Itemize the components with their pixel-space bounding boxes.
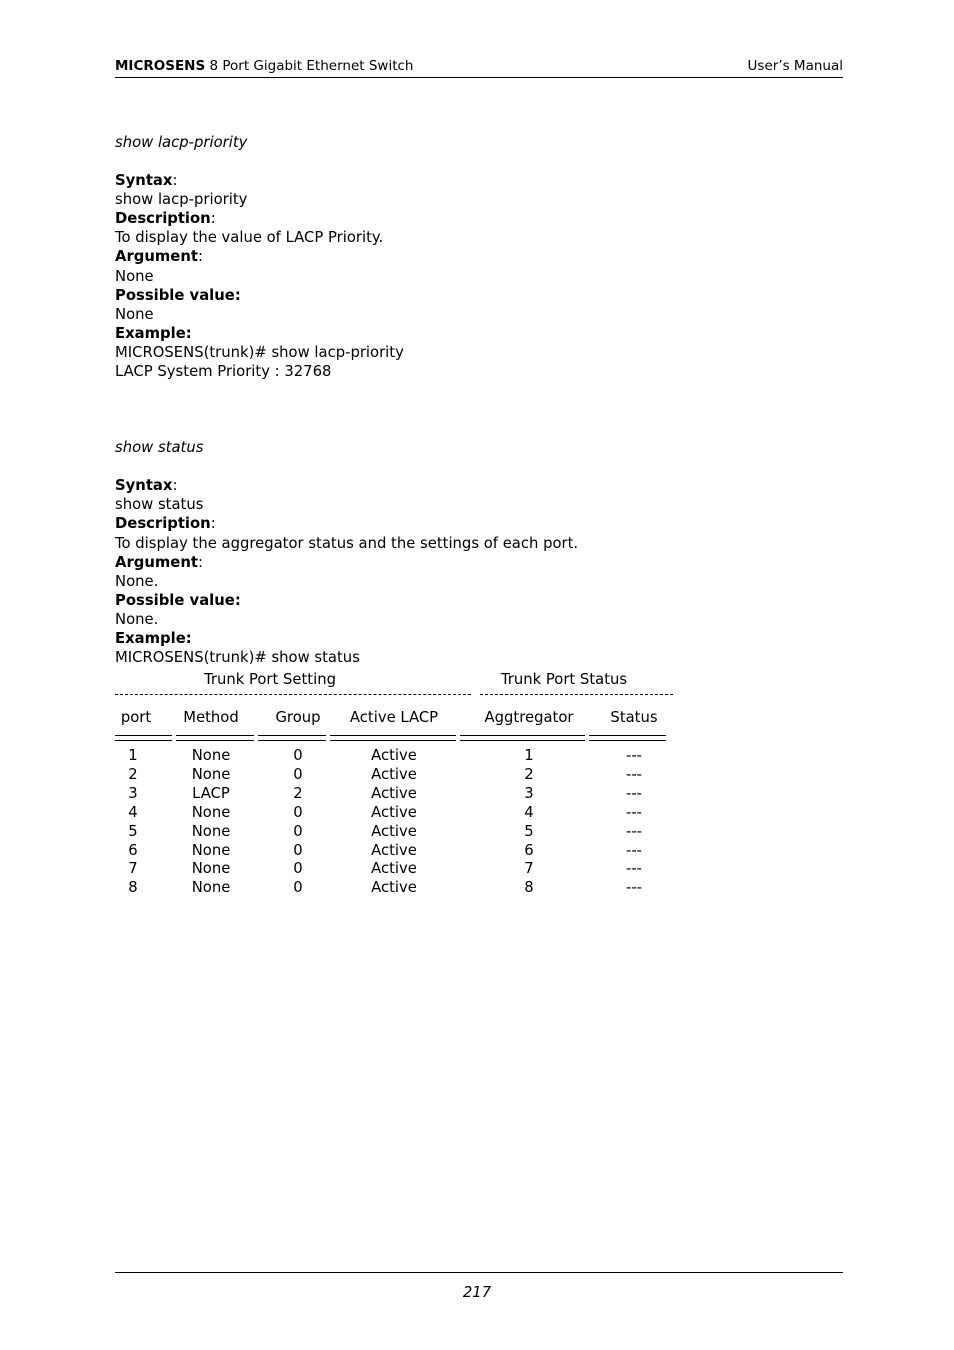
syntax-label: Syntax bbox=[115, 477, 173, 495]
argument-value: None bbox=[115, 267, 154, 285]
table-cell: 5 bbox=[128, 822, 138, 840]
column-header: Method bbox=[183, 709, 239, 726]
header-title bbox=[115, 58, 413, 74]
table-cell: --- bbox=[625, 822, 643, 840]
table-cell: 7 bbox=[128, 860, 138, 878]
table-cell: Active bbox=[371, 822, 417, 840]
table-cell: 0 bbox=[293, 765, 303, 783]
table-cell: 3 bbox=[128, 784, 138, 802]
table-cell: 6 bbox=[128, 841, 138, 859]
table-cell: --- bbox=[625, 841, 643, 859]
manual-label: User’s Manual bbox=[747, 58, 843, 74]
table-cell: 6 bbox=[524, 841, 534, 859]
table-cell: 2 bbox=[128, 765, 138, 783]
table-cell: 0 bbox=[293, 747, 303, 764]
table-cell: None bbox=[191, 841, 231, 859]
column-header: Aggtregator bbox=[484, 709, 574, 726]
column-rule bbox=[115, 735, 172, 741]
table-cell: Active bbox=[371, 747, 417, 764]
column-rule bbox=[330, 735, 456, 741]
table-cell: None bbox=[191, 747, 231, 764]
page-number: 217 bbox=[462, 1284, 492, 1301]
product-name: 8 Port Gigabit Ethernet Switch bbox=[209, 58, 414, 74]
table-cell: None bbox=[191, 879, 231, 897]
syntax-label: Syntax bbox=[115, 172, 173, 190]
table-cell: Active bbox=[371, 860, 417, 878]
table-cell: 0 bbox=[293, 860, 303, 878]
dashed-divider bbox=[115, 694, 471, 695]
group-header-status: Trunk Port Status bbox=[500, 671, 628, 688]
page-content: show lacp-priority Syntax: show lacp-priority Description: To display the value of LACP Priority. Argument: None Possible value: None Example: MICROSENS(trunk)# show lacp-priority LACP System Priority : 32768 show status Syntax: show status Description: To display the aggregator status and the settings of each port. Argument: None. Possible value: None. Example: MICROSENS(trunk)# show status bbox=[115, 133, 843, 667]
table-cell: 2 bbox=[524, 765, 534, 783]
group-header-setting: Trunk Port Setting bbox=[204, 671, 336, 688]
table-cell: 0 bbox=[293, 841, 303, 859]
command-title: show status bbox=[115, 439, 204, 457]
table-cell: 8 bbox=[524, 879, 534, 897]
example-label: Example: bbox=[115, 629, 192, 647]
description-label: Description bbox=[115, 210, 211, 228]
column-header: port bbox=[120, 709, 152, 726]
table-cell: None bbox=[191, 765, 231, 783]
description-label: Description bbox=[115, 515, 211, 533]
table-cell: 0 bbox=[293, 879, 303, 897]
column-header: Group bbox=[275, 709, 321, 726]
table-cell: 2 bbox=[293, 784, 303, 802]
argument-label: Argument bbox=[115, 248, 198, 266]
table-cell: --- bbox=[625, 747, 643, 764]
example-line: MICROSENS(trunk)# show lacp-priority bbox=[115, 343, 404, 361]
table-cell: 8 bbox=[128, 879, 138, 897]
table-cell: 1 bbox=[128, 747, 138, 764]
column-rule bbox=[176, 735, 254, 741]
column-rule bbox=[460, 735, 585, 741]
dashed-divider bbox=[480, 694, 673, 695]
example-line: LACP System Priority : 32768 bbox=[115, 363, 332, 381]
possible-value: None bbox=[115, 305, 154, 323]
table-cell: 0 bbox=[293, 803, 303, 821]
possible-value-label: Possible value: bbox=[115, 286, 241, 304]
column-rule bbox=[258, 735, 326, 741]
table-cell: 4 bbox=[128, 803, 138, 821]
syntax-value: show status bbox=[115, 496, 204, 514]
table-cell: 7 bbox=[524, 860, 534, 878]
table-cell: Active bbox=[371, 841, 417, 859]
description-value: To display the value of LACP Priority. bbox=[115, 229, 384, 247]
table-cell: None bbox=[191, 860, 231, 878]
possible-value: None. bbox=[115, 610, 159, 628]
table-cell: --- bbox=[625, 803, 643, 821]
table-cell: 0 bbox=[293, 822, 303, 840]
column-header: Active LACP bbox=[349, 709, 439, 726]
argument-label: Argument bbox=[115, 553, 198, 571]
table-cell: Active bbox=[371, 765, 417, 783]
table-cell: --- bbox=[625, 765, 643, 783]
column-header: Status bbox=[610, 709, 658, 726]
description-value: To display the aggregator status and the settings of each port. bbox=[115, 534, 579, 552]
syntax-value: show lacp-priority bbox=[115, 191, 248, 209]
table-cell: Active bbox=[371, 879, 417, 897]
possible-value-label: Possible value: bbox=[115, 591, 241, 609]
example-label: Example: bbox=[115, 324, 192, 342]
table-cell: 5 bbox=[524, 822, 534, 840]
table-cell: 3 bbox=[524, 784, 534, 802]
table-cell: 1 bbox=[524, 747, 534, 764]
command-title: show lacp-priority bbox=[115, 134, 248, 151]
table-cell: Active bbox=[371, 803, 417, 821]
table-cell: --- bbox=[625, 879, 643, 897]
argument-value: None. bbox=[115, 572, 159, 590]
page-header bbox=[115, 57, 843, 78]
footer-divider bbox=[115, 1272, 843, 1273]
table-cell: None bbox=[191, 822, 231, 840]
table-cell: Active bbox=[371, 784, 417, 802]
table-cell: None bbox=[191, 803, 231, 821]
brand-name: MICROSENS bbox=[115, 58, 206, 74]
example-command: MICROSENS(trunk)# show status bbox=[115, 649, 360, 667]
table-cell: --- bbox=[625, 784, 643, 802]
table-cell: LACP bbox=[192, 784, 230, 802]
column-rule bbox=[589, 735, 666, 741]
table-cell: 4 bbox=[524, 803, 534, 821]
table-cell: --- bbox=[625, 860, 643, 878]
